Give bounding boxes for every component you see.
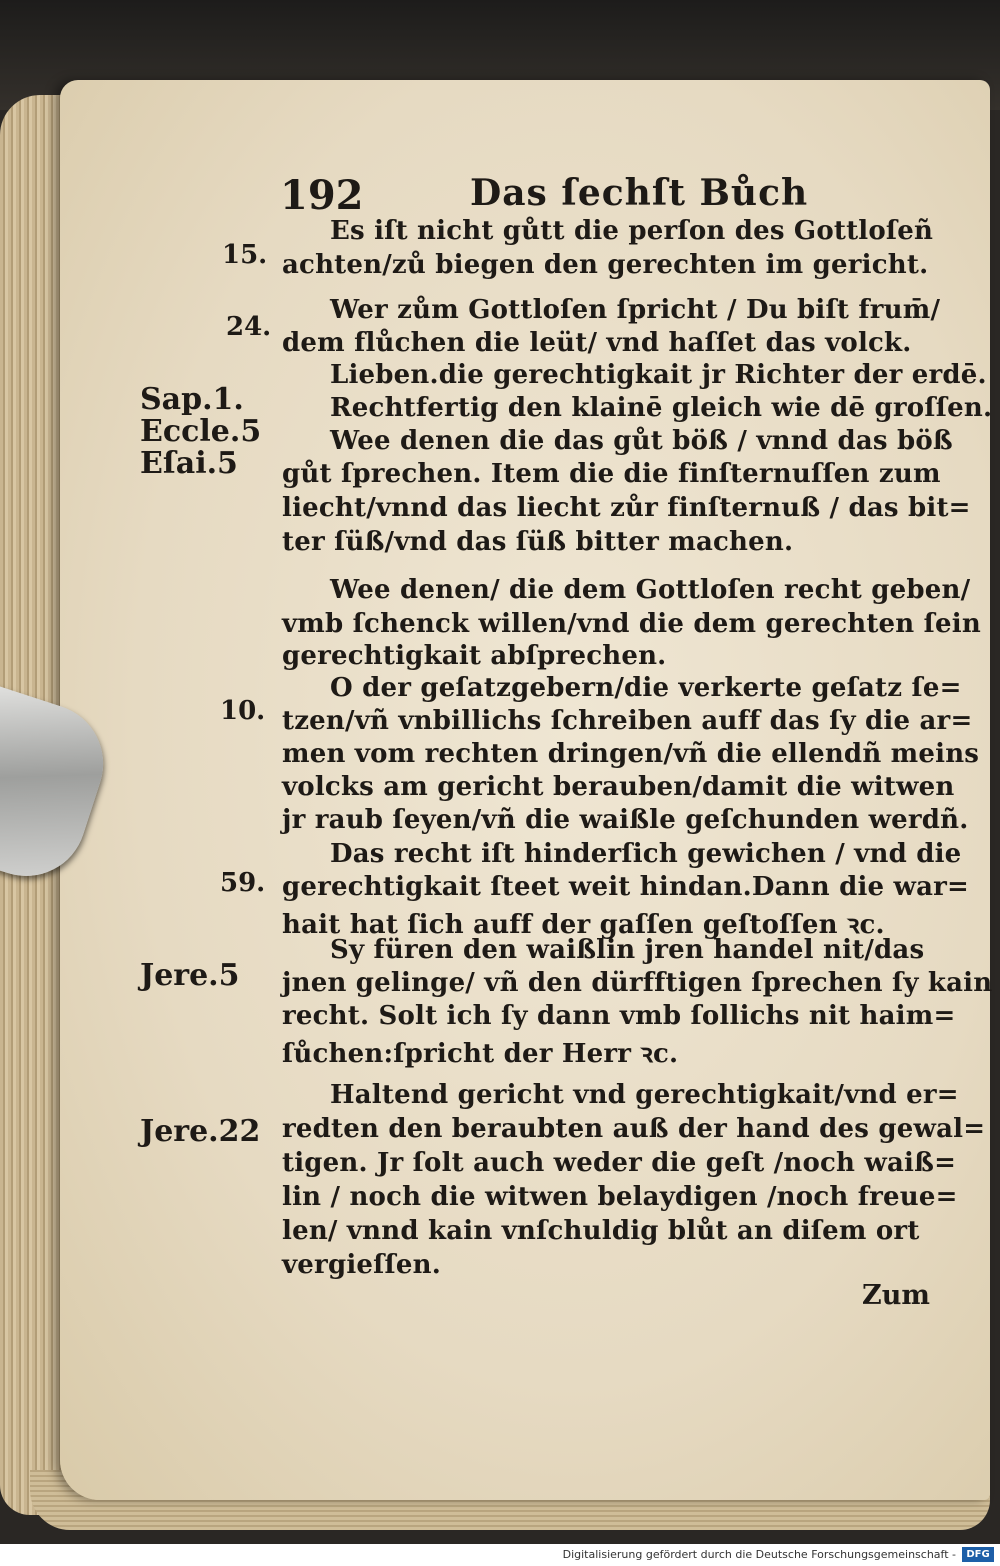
footer-credit: Digitalisierung gefördert durch die Deutsche Forschungsgemeinschaft - bbox=[562, 1548, 956, 1561]
margin-note: 10. bbox=[220, 696, 266, 726]
text-line: recht. Solt ich ſy dann vmb ſollichs nit haim= bbox=[282, 1001, 956, 1031]
page-number: 192 bbox=[280, 172, 364, 219]
text-line: vmb ſchenck willen/vnd die dem gerechten ſein bbox=[282, 609, 981, 639]
text-line: liecht/vnnd das liecht zůr finſternuß / das bit= bbox=[282, 493, 971, 523]
text-line: hait hat ſich auff der gaſſen geſtoſſen ꝛc. bbox=[282, 910, 885, 940]
margin-note: Jere.22 bbox=[140, 1114, 261, 1149]
text-line: Das recht iſt hinderſich gewichen / vnd die bbox=[330, 839, 962, 869]
text-line: Rechtfertig den klainē gleich wie dē groſſen. bbox=[330, 393, 993, 423]
text-line: Sy füren den waißlin jren handel nit/das bbox=[330, 935, 925, 965]
text-line: jr raub ſeyen/vñ die waißle geſchunden werdñ. bbox=[282, 805, 969, 835]
text-line: ſůchen:ſpricht der Herr ꝛc. bbox=[282, 1039, 679, 1069]
running-head: Das ſechſt Bůch bbox=[470, 172, 809, 214]
text-line: Es iſt nicht gůtt die perſon des Gottloſeñ bbox=[330, 216, 934, 246]
margin-note: Eccle.5 bbox=[140, 414, 262, 449]
catchword: Zum bbox=[862, 1280, 930, 1311]
text-line: Wee denen/ die dem Gottloſen recht geben/ bbox=[330, 575, 971, 605]
margin-note: Jere.5 bbox=[140, 958, 240, 993]
text-line: men vom rechten dringen/vñ die ellendñ meins bbox=[282, 739, 980, 769]
text-line: ter ſüß/vnd das ſüß bitter machen. bbox=[282, 527, 794, 557]
text-line: vergieſſen. bbox=[282, 1250, 442, 1280]
margin-note: 15. bbox=[222, 240, 268, 270]
text-line: achten/zů biegen den gerechten im gericht. bbox=[282, 250, 929, 280]
text-line: O der geſatzgebern/die verkerte geſatz ſe= bbox=[330, 673, 962, 703]
text-line: Wer zům Gottloſen ſpricht / Du biſt frum̄/ bbox=[330, 295, 941, 325]
margin-note: 24. bbox=[226, 312, 272, 342]
text-line: Haltend gericht vnd gerechtigkait/vnd er= bbox=[330, 1080, 959, 1110]
text-line: redten den beraubten auß der hand des gewal= bbox=[282, 1114, 986, 1144]
text-line: jnen gelinge/ vñ den dürfftigen ſprechen ſy kain bbox=[282, 968, 993, 998]
text-line: tigen. Jr ſolt auch weder die geſt /noch waiß= bbox=[282, 1148, 957, 1178]
text-line: tzen/vñ vnbillichs ſchreiben auff das ſy die ar= bbox=[282, 706, 973, 736]
text-line: lin / noch die witwen belaydigen /noch freue= bbox=[282, 1182, 958, 1212]
dfg-logo: DFG bbox=[962, 1547, 994, 1562]
text-line: gerechtigkait abſprechen. bbox=[282, 641, 667, 671]
margin-note: Sap.1. bbox=[140, 382, 244, 417]
margin-note: Eſai.5 bbox=[140, 446, 238, 481]
text-line: gůt ſprechen. Item die die finſternuſſen zum bbox=[282, 459, 941, 489]
page-header bbox=[280, 172, 940, 222]
margin-note: 59. bbox=[220, 868, 266, 898]
text-line: Wee denen die das gůt böß / vnnd das böß bbox=[330, 426, 953, 456]
text-line: volcks am gericht berauben/damit die witwen bbox=[282, 772, 955, 802]
text-line: Lieben.die gerechtigkait jr Richter der erdē. bbox=[330, 360, 987, 390]
text-line: dem flůchen die leüt/ vnd haſſet das volck. bbox=[282, 328, 912, 358]
text-line: gerechtigkait ſteet weit hindan.Dann die war= bbox=[282, 872, 970, 902]
text-line: len/ vnnd kain vnſchuldig blůt an diſem ort bbox=[282, 1216, 920, 1246]
